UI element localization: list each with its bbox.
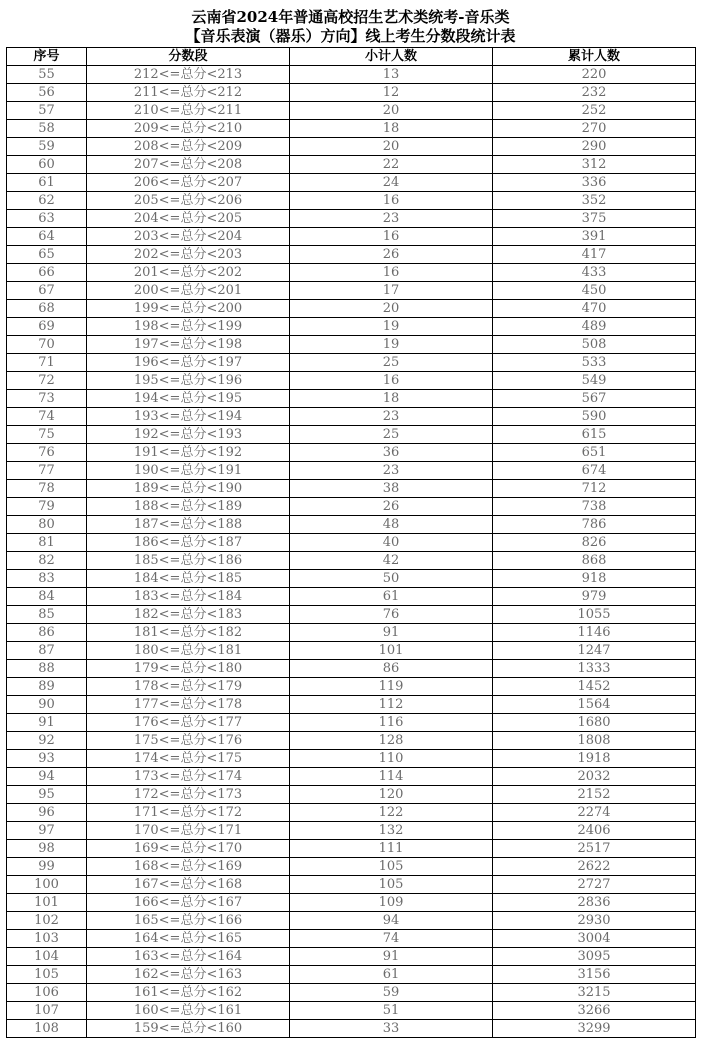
table-row bbox=[7, 732, 696, 750]
cell-score-range: 160<=总分<161 bbox=[87, 1002, 290, 1020]
cell-subtotal-count: 25 bbox=[290, 354, 493, 372]
cell-subtotal-count: 91 bbox=[290, 624, 493, 642]
header-serial-number: 序号 bbox=[7, 48, 87, 66]
cell-subtotal-count: 13 bbox=[290, 66, 493, 84]
cell-subtotal-count: 22 bbox=[290, 156, 493, 174]
cell-subtotal-count: 24 bbox=[290, 174, 493, 192]
table-row bbox=[7, 696, 696, 714]
table-row bbox=[7, 426, 696, 444]
cell-cumulative-count: 549 bbox=[493, 372, 696, 390]
cell-serial-number: 97 bbox=[7, 822, 87, 840]
cell-serial-number: 84 bbox=[7, 588, 87, 606]
cell-cumulative-count: 2032 bbox=[493, 768, 696, 786]
cell-serial-number: 94 bbox=[7, 768, 87, 786]
cell-score-range: 212<=总分<213 bbox=[87, 66, 290, 84]
cell-subtotal-count: 20 bbox=[290, 102, 493, 120]
cell-score-range: 198<=总分<199 bbox=[87, 318, 290, 336]
table-row bbox=[7, 822, 696, 840]
table-row bbox=[7, 102, 696, 120]
cell-cumulative-count: 1055 bbox=[493, 606, 696, 624]
cell-serial-number: 58 bbox=[7, 120, 87, 138]
table-row bbox=[7, 714, 696, 732]
cell-serial-number: 55 bbox=[7, 66, 87, 84]
cell-serial-number: 98 bbox=[7, 840, 87, 858]
cell-score-range: 167<=总分<168 bbox=[87, 876, 290, 894]
cell-cumulative-count: 417 bbox=[493, 246, 696, 264]
document-header bbox=[0, 0, 701, 46]
table-row bbox=[7, 300, 696, 318]
table-row bbox=[7, 444, 696, 462]
cell-cumulative-count: 918 bbox=[493, 570, 696, 588]
cell-serial-number: 92 bbox=[7, 732, 87, 750]
cell-serial-number: 88 bbox=[7, 660, 87, 678]
cell-cumulative-count: 450 bbox=[493, 282, 696, 300]
cell-cumulative-count: 489 bbox=[493, 318, 696, 336]
cell-subtotal-count: 50 bbox=[290, 570, 493, 588]
cell-subtotal-count: 105 bbox=[290, 876, 493, 894]
cell-subtotal-count: 74 bbox=[290, 930, 493, 948]
cell-subtotal-count: 23 bbox=[290, 462, 493, 480]
cell-serial-number: 102 bbox=[7, 912, 87, 930]
cell-subtotal-count: 20 bbox=[290, 138, 493, 156]
table-row bbox=[7, 462, 696, 480]
cell-subtotal-count: 18 bbox=[290, 390, 493, 408]
cell-serial-number: 64 bbox=[7, 228, 87, 246]
cell-score-range: 192<=总分<193 bbox=[87, 426, 290, 444]
cell-subtotal-count: 76 bbox=[290, 606, 493, 624]
cell-serial-number: 76 bbox=[7, 444, 87, 462]
cell-subtotal-count: 94 bbox=[290, 912, 493, 930]
cell-cumulative-count: 3266 bbox=[493, 1002, 696, 1020]
cell-cumulative-count: 352 bbox=[493, 192, 696, 210]
table-row bbox=[7, 354, 696, 372]
cell-cumulative-count: 533 bbox=[493, 354, 696, 372]
cell-subtotal-count: 119 bbox=[290, 678, 493, 696]
cell-serial-number: 106 bbox=[7, 984, 87, 1002]
cell-score-range: 204<=总分<205 bbox=[87, 210, 290, 228]
cell-score-range: 164<=总分<165 bbox=[87, 930, 290, 948]
table-row bbox=[7, 624, 696, 642]
title-line-2: 【音乐表演（器乐）方向】线上考生分数段统计表 bbox=[185, 27, 516, 45]
cell-serial-number: 85 bbox=[7, 606, 87, 624]
cell-cumulative-count: 375 bbox=[493, 210, 696, 228]
cell-subtotal-count: 16 bbox=[290, 264, 493, 282]
cell-score-range: 195<=总分<196 bbox=[87, 372, 290, 390]
cell-cumulative-count: 590 bbox=[493, 408, 696, 426]
table-row bbox=[7, 282, 696, 300]
cell-cumulative-count: 270 bbox=[493, 120, 696, 138]
cell-score-range: 200<=总分<201 bbox=[87, 282, 290, 300]
cell-serial-number: 89 bbox=[7, 678, 87, 696]
cell-serial-number: 96 bbox=[7, 804, 87, 822]
cell-subtotal-count: 132 bbox=[290, 822, 493, 840]
table-row bbox=[7, 138, 696, 156]
cell-serial-number: 67 bbox=[7, 282, 87, 300]
cell-score-range: 196<=总分<197 bbox=[87, 354, 290, 372]
table-row bbox=[7, 768, 696, 786]
cell-subtotal-count: 19 bbox=[290, 318, 493, 336]
score-distribution-table bbox=[6, 47, 696, 1038]
cell-subtotal-count: 122 bbox=[290, 804, 493, 822]
cell-score-range: 183<=总分<184 bbox=[87, 588, 290, 606]
cell-cumulative-count: 508 bbox=[493, 336, 696, 354]
cell-serial-number: 104 bbox=[7, 948, 87, 966]
table-row bbox=[7, 156, 696, 174]
cell-subtotal-count: 114 bbox=[290, 768, 493, 786]
cell-cumulative-count: 3156 bbox=[493, 966, 696, 984]
cell-subtotal-count: 23 bbox=[290, 210, 493, 228]
cell-cumulative-count: 336 bbox=[493, 174, 696, 192]
table-row bbox=[7, 408, 696, 426]
table-row bbox=[7, 948, 696, 966]
cell-subtotal-count: 110 bbox=[290, 750, 493, 768]
cell-subtotal-count: 23 bbox=[290, 408, 493, 426]
table-row bbox=[7, 966, 696, 984]
cell-cumulative-count: 1918 bbox=[493, 750, 696, 768]
cell-score-range: 176<=总分<177 bbox=[87, 714, 290, 732]
cell-subtotal-count: 16 bbox=[290, 228, 493, 246]
cell-subtotal-count: 19 bbox=[290, 336, 493, 354]
cell-cumulative-count: 1564 bbox=[493, 696, 696, 714]
cell-cumulative-count: 3299 bbox=[493, 1020, 696, 1038]
cell-score-range: 206<=总分<207 bbox=[87, 174, 290, 192]
cell-subtotal-count: 16 bbox=[290, 372, 493, 390]
cell-serial-number: 81 bbox=[7, 534, 87, 552]
cell-serial-number: 69 bbox=[7, 318, 87, 336]
table-header-row bbox=[7, 48, 696, 66]
cell-serial-number: 74 bbox=[7, 408, 87, 426]
table-row bbox=[7, 840, 696, 858]
cell-subtotal-count: 48 bbox=[290, 516, 493, 534]
table-row bbox=[7, 552, 696, 570]
table-row bbox=[7, 786, 696, 804]
cell-serial-number: 72 bbox=[7, 372, 87, 390]
cell-cumulative-count: 232 bbox=[493, 84, 696, 102]
cell-subtotal-count: 128 bbox=[290, 732, 493, 750]
cell-serial-number: 95 bbox=[7, 786, 87, 804]
cell-serial-number: 107 bbox=[7, 1002, 87, 1020]
cell-cumulative-count: 1247 bbox=[493, 642, 696, 660]
cell-score-range: 180<=总分<181 bbox=[87, 642, 290, 660]
cell-score-range: 203<=总分<204 bbox=[87, 228, 290, 246]
cell-cumulative-count: 1452 bbox=[493, 678, 696, 696]
cell-serial-number: 100 bbox=[7, 876, 87, 894]
cell-serial-number: 80 bbox=[7, 516, 87, 534]
cell-cumulative-count: 2406 bbox=[493, 822, 696, 840]
cell-serial-number: 90 bbox=[7, 696, 87, 714]
cell-serial-number: 79 bbox=[7, 498, 87, 516]
cell-serial-number: 78 bbox=[7, 480, 87, 498]
table-row bbox=[7, 570, 696, 588]
cell-cumulative-count: 312 bbox=[493, 156, 696, 174]
cell-serial-number: 75 bbox=[7, 426, 87, 444]
cell-score-range: 205<=总分<206 bbox=[87, 192, 290, 210]
cell-subtotal-count: 33 bbox=[290, 1020, 493, 1038]
table-row bbox=[7, 192, 696, 210]
cell-score-range: 182<=总分<183 bbox=[87, 606, 290, 624]
cell-score-range: 163<=总分<164 bbox=[87, 948, 290, 966]
cell-score-range: 191<=总分<192 bbox=[87, 444, 290, 462]
cell-serial-number: 77 bbox=[7, 462, 87, 480]
cell-subtotal-count: 17 bbox=[290, 282, 493, 300]
table-row bbox=[7, 678, 696, 696]
cell-score-range: 184<=总分<185 bbox=[87, 570, 290, 588]
cell-subtotal-count: 16 bbox=[290, 192, 493, 210]
cell-cumulative-count: 1146 bbox=[493, 624, 696, 642]
cell-cumulative-count: 3095 bbox=[493, 948, 696, 966]
cell-score-range: 188<=总分<189 bbox=[87, 498, 290, 516]
table-row bbox=[7, 534, 696, 552]
cell-subtotal-count: 36 bbox=[290, 444, 493, 462]
cell-serial-number: 71 bbox=[7, 354, 87, 372]
table-row bbox=[7, 858, 696, 876]
table-row bbox=[7, 84, 696, 102]
cell-subtotal-count: 26 bbox=[290, 498, 493, 516]
cell-cumulative-count: 2274 bbox=[493, 804, 696, 822]
cell-score-range: 211<=总分<212 bbox=[87, 84, 290, 102]
cell-cumulative-count: 651 bbox=[493, 444, 696, 462]
cell-subtotal-count: 59 bbox=[290, 984, 493, 1002]
cell-score-range: 170<=总分<171 bbox=[87, 822, 290, 840]
cell-serial-number: 91 bbox=[7, 714, 87, 732]
cell-score-range: 166<=总分<167 bbox=[87, 894, 290, 912]
table-row bbox=[7, 984, 696, 1002]
cell-score-range: 181<=总分<182 bbox=[87, 624, 290, 642]
cell-cumulative-count: 826 bbox=[493, 534, 696, 552]
cell-serial-number: 62 bbox=[7, 192, 87, 210]
header-subtotal-count: 小计人数 bbox=[290, 48, 493, 66]
cell-score-range: 174<=总分<175 bbox=[87, 750, 290, 768]
cell-serial-number: 86 bbox=[7, 624, 87, 642]
cell-serial-number: 73 bbox=[7, 390, 87, 408]
cell-cumulative-count: 2622 bbox=[493, 858, 696, 876]
table-row bbox=[7, 246, 696, 264]
cell-score-range: 173<=总分<174 bbox=[87, 768, 290, 786]
cell-score-range: 187<=总分<188 bbox=[87, 516, 290, 534]
cell-score-range: 171<=总分<172 bbox=[87, 804, 290, 822]
cell-cumulative-count: 433 bbox=[493, 264, 696, 282]
table-row bbox=[7, 318, 696, 336]
cell-subtotal-count: 61 bbox=[290, 588, 493, 606]
cell-cumulative-count: 712 bbox=[493, 480, 696, 498]
cell-score-range: 172<=总分<173 bbox=[87, 786, 290, 804]
cell-serial-number: 63 bbox=[7, 210, 87, 228]
cell-cumulative-count: 470 bbox=[493, 300, 696, 318]
cell-subtotal-count: 112 bbox=[290, 696, 493, 714]
cell-subtotal-count: 116 bbox=[290, 714, 493, 732]
cell-score-range: 161<=总分<162 bbox=[87, 984, 290, 1002]
cell-subtotal-count: 101 bbox=[290, 642, 493, 660]
cell-cumulative-count: 567 bbox=[493, 390, 696, 408]
cell-subtotal-count: 42 bbox=[290, 552, 493, 570]
cell-score-range: 189<=总分<190 bbox=[87, 480, 290, 498]
cell-subtotal-count: 25 bbox=[290, 426, 493, 444]
cell-serial-number: 60 bbox=[7, 156, 87, 174]
table-row bbox=[7, 642, 696, 660]
cell-subtotal-count: 111 bbox=[290, 840, 493, 858]
cell-subtotal-count: 51 bbox=[290, 1002, 493, 1020]
cell-subtotal-count: 105 bbox=[290, 858, 493, 876]
title-line-1: 云南省2024年普通高校招生艺术类统考-音乐类 bbox=[191, 8, 510, 26]
table-row bbox=[7, 480, 696, 498]
cell-score-range: 175<=总分<176 bbox=[87, 732, 290, 750]
cell-score-range: 178<=总分<179 bbox=[87, 678, 290, 696]
cell-cumulative-count: 3215 bbox=[493, 984, 696, 1002]
cell-serial-number: 101 bbox=[7, 894, 87, 912]
cell-serial-number: 59 bbox=[7, 138, 87, 156]
cell-cumulative-count: 2930 bbox=[493, 912, 696, 930]
cell-cumulative-count: 615 bbox=[493, 426, 696, 444]
table-row bbox=[7, 210, 696, 228]
table-row bbox=[7, 750, 696, 768]
table-row bbox=[7, 930, 696, 948]
table-row bbox=[7, 516, 696, 534]
cell-score-range: 159<=总分<160 bbox=[87, 1020, 290, 1038]
table-row bbox=[7, 1020, 696, 1038]
cell-subtotal-count: 109 bbox=[290, 894, 493, 912]
cell-serial-number: 83 bbox=[7, 570, 87, 588]
cell-cumulative-count: 2836 bbox=[493, 894, 696, 912]
cell-cumulative-count: 1333 bbox=[493, 660, 696, 678]
cell-score-range: 207<=总分<208 bbox=[87, 156, 290, 174]
cell-subtotal-count: 12 bbox=[290, 84, 493, 102]
cell-serial-number: 66 bbox=[7, 264, 87, 282]
cell-cumulative-count: 252 bbox=[493, 102, 696, 120]
cell-cumulative-count: 2152 bbox=[493, 786, 696, 804]
cell-serial-number: 108 bbox=[7, 1020, 87, 1038]
table-row bbox=[7, 588, 696, 606]
cell-score-range: 199<=总分<200 bbox=[87, 300, 290, 318]
cell-cumulative-count: 391 bbox=[493, 228, 696, 246]
cell-score-range: 179<=总分<180 bbox=[87, 660, 290, 678]
table-row bbox=[7, 894, 696, 912]
cell-score-range: 177<=总分<178 bbox=[87, 696, 290, 714]
cell-score-range: 209<=总分<210 bbox=[87, 120, 290, 138]
cell-serial-number: 70 bbox=[7, 336, 87, 354]
cell-score-range: 185<=总分<186 bbox=[87, 552, 290, 570]
cell-subtotal-count: 26 bbox=[290, 246, 493, 264]
header-score-range: 分数段 bbox=[87, 48, 290, 66]
cell-subtotal-count: 18 bbox=[290, 120, 493, 138]
cell-subtotal-count: 20 bbox=[290, 300, 493, 318]
cell-serial-number: 82 bbox=[7, 552, 87, 570]
cell-serial-number: 56 bbox=[7, 84, 87, 102]
cell-subtotal-count: 120 bbox=[290, 786, 493, 804]
cell-cumulative-count: 3004 bbox=[493, 930, 696, 948]
table-body bbox=[7, 66, 696, 1038]
table-row bbox=[7, 228, 696, 246]
cell-cumulative-count: 674 bbox=[493, 462, 696, 480]
cell-cumulative-count: 2727 bbox=[493, 876, 696, 894]
table-row bbox=[7, 336, 696, 354]
cell-score-range: 186<=总分<187 bbox=[87, 534, 290, 552]
cell-cumulative-count: 2517 bbox=[493, 840, 696, 858]
table-row bbox=[7, 120, 696, 138]
cell-cumulative-count: 979 bbox=[493, 588, 696, 606]
table-row bbox=[7, 66, 696, 84]
table-row bbox=[7, 264, 696, 282]
cell-score-range: 193<=总分<194 bbox=[87, 408, 290, 426]
cell-score-range: 168<=总分<169 bbox=[87, 858, 290, 876]
cell-cumulative-count: 786 bbox=[493, 516, 696, 534]
cell-score-range: 210<=总分<211 bbox=[87, 102, 290, 120]
cell-score-range: 197<=总分<198 bbox=[87, 336, 290, 354]
cell-serial-number: 93 bbox=[7, 750, 87, 768]
cell-serial-number: 65 bbox=[7, 246, 87, 264]
cell-cumulative-count: 220 bbox=[493, 66, 696, 84]
cell-serial-number: 61 bbox=[7, 174, 87, 192]
table-row bbox=[7, 1002, 696, 1020]
cell-score-range: 201<=总分<202 bbox=[87, 264, 290, 282]
cell-score-range: 165<=总分<166 bbox=[87, 912, 290, 930]
cell-serial-number: 57 bbox=[7, 102, 87, 120]
table-row bbox=[7, 876, 696, 894]
table-row bbox=[7, 498, 696, 516]
cell-score-range: 190<=总分<191 bbox=[87, 462, 290, 480]
cell-cumulative-count: 868 bbox=[493, 552, 696, 570]
table-row bbox=[7, 804, 696, 822]
table-row bbox=[7, 390, 696, 408]
cell-cumulative-count: 1808 bbox=[493, 732, 696, 750]
table-row bbox=[7, 660, 696, 678]
cell-cumulative-count: 738 bbox=[493, 498, 696, 516]
cell-subtotal-count: 61 bbox=[290, 966, 493, 984]
cell-serial-number: 103 bbox=[7, 930, 87, 948]
cell-serial-number: 68 bbox=[7, 300, 87, 318]
table-row bbox=[7, 606, 696, 624]
cell-score-range: 162<=总分<163 bbox=[87, 966, 290, 984]
cell-score-range: 202<=总分<203 bbox=[87, 246, 290, 264]
cell-serial-number: 99 bbox=[7, 858, 87, 876]
cell-subtotal-count: 86 bbox=[290, 660, 493, 678]
cell-serial-number: 87 bbox=[7, 642, 87, 660]
cell-cumulative-count: 290 bbox=[493, 138, 696, 156]
cell-subtotal-count: 91 bbox=[290, 948, 493, 966]
cell-score-range: 194<=总分<195 bbox=[87, 390, 290, 408]
cell-subtotal-count: 38 bbox=[290, 480, 493, 498]
table-row bbox=[7, 174, 696, 192]
header-cumulative-count: 累计人数 bbox=[493, 48, 696, 66]
table-row bbox=[7, 372, 696, 390]
cell-score-range: 208<=总分<209 bbox=[87, 138, 290, 156]
cell-serial-number: 105 bbox=[7, 966, 87, 984]
cell-score-range: 169<=总分<170 bbox=[87, 840, 290, 858]
cell-subtotal-count: 40 bbox=[290, 534, 493, 552]
table-row bbox=[7, 912, 696, 930]
cell-cumulative-count: 1680 bbox=[493, 714, 696, 732]
